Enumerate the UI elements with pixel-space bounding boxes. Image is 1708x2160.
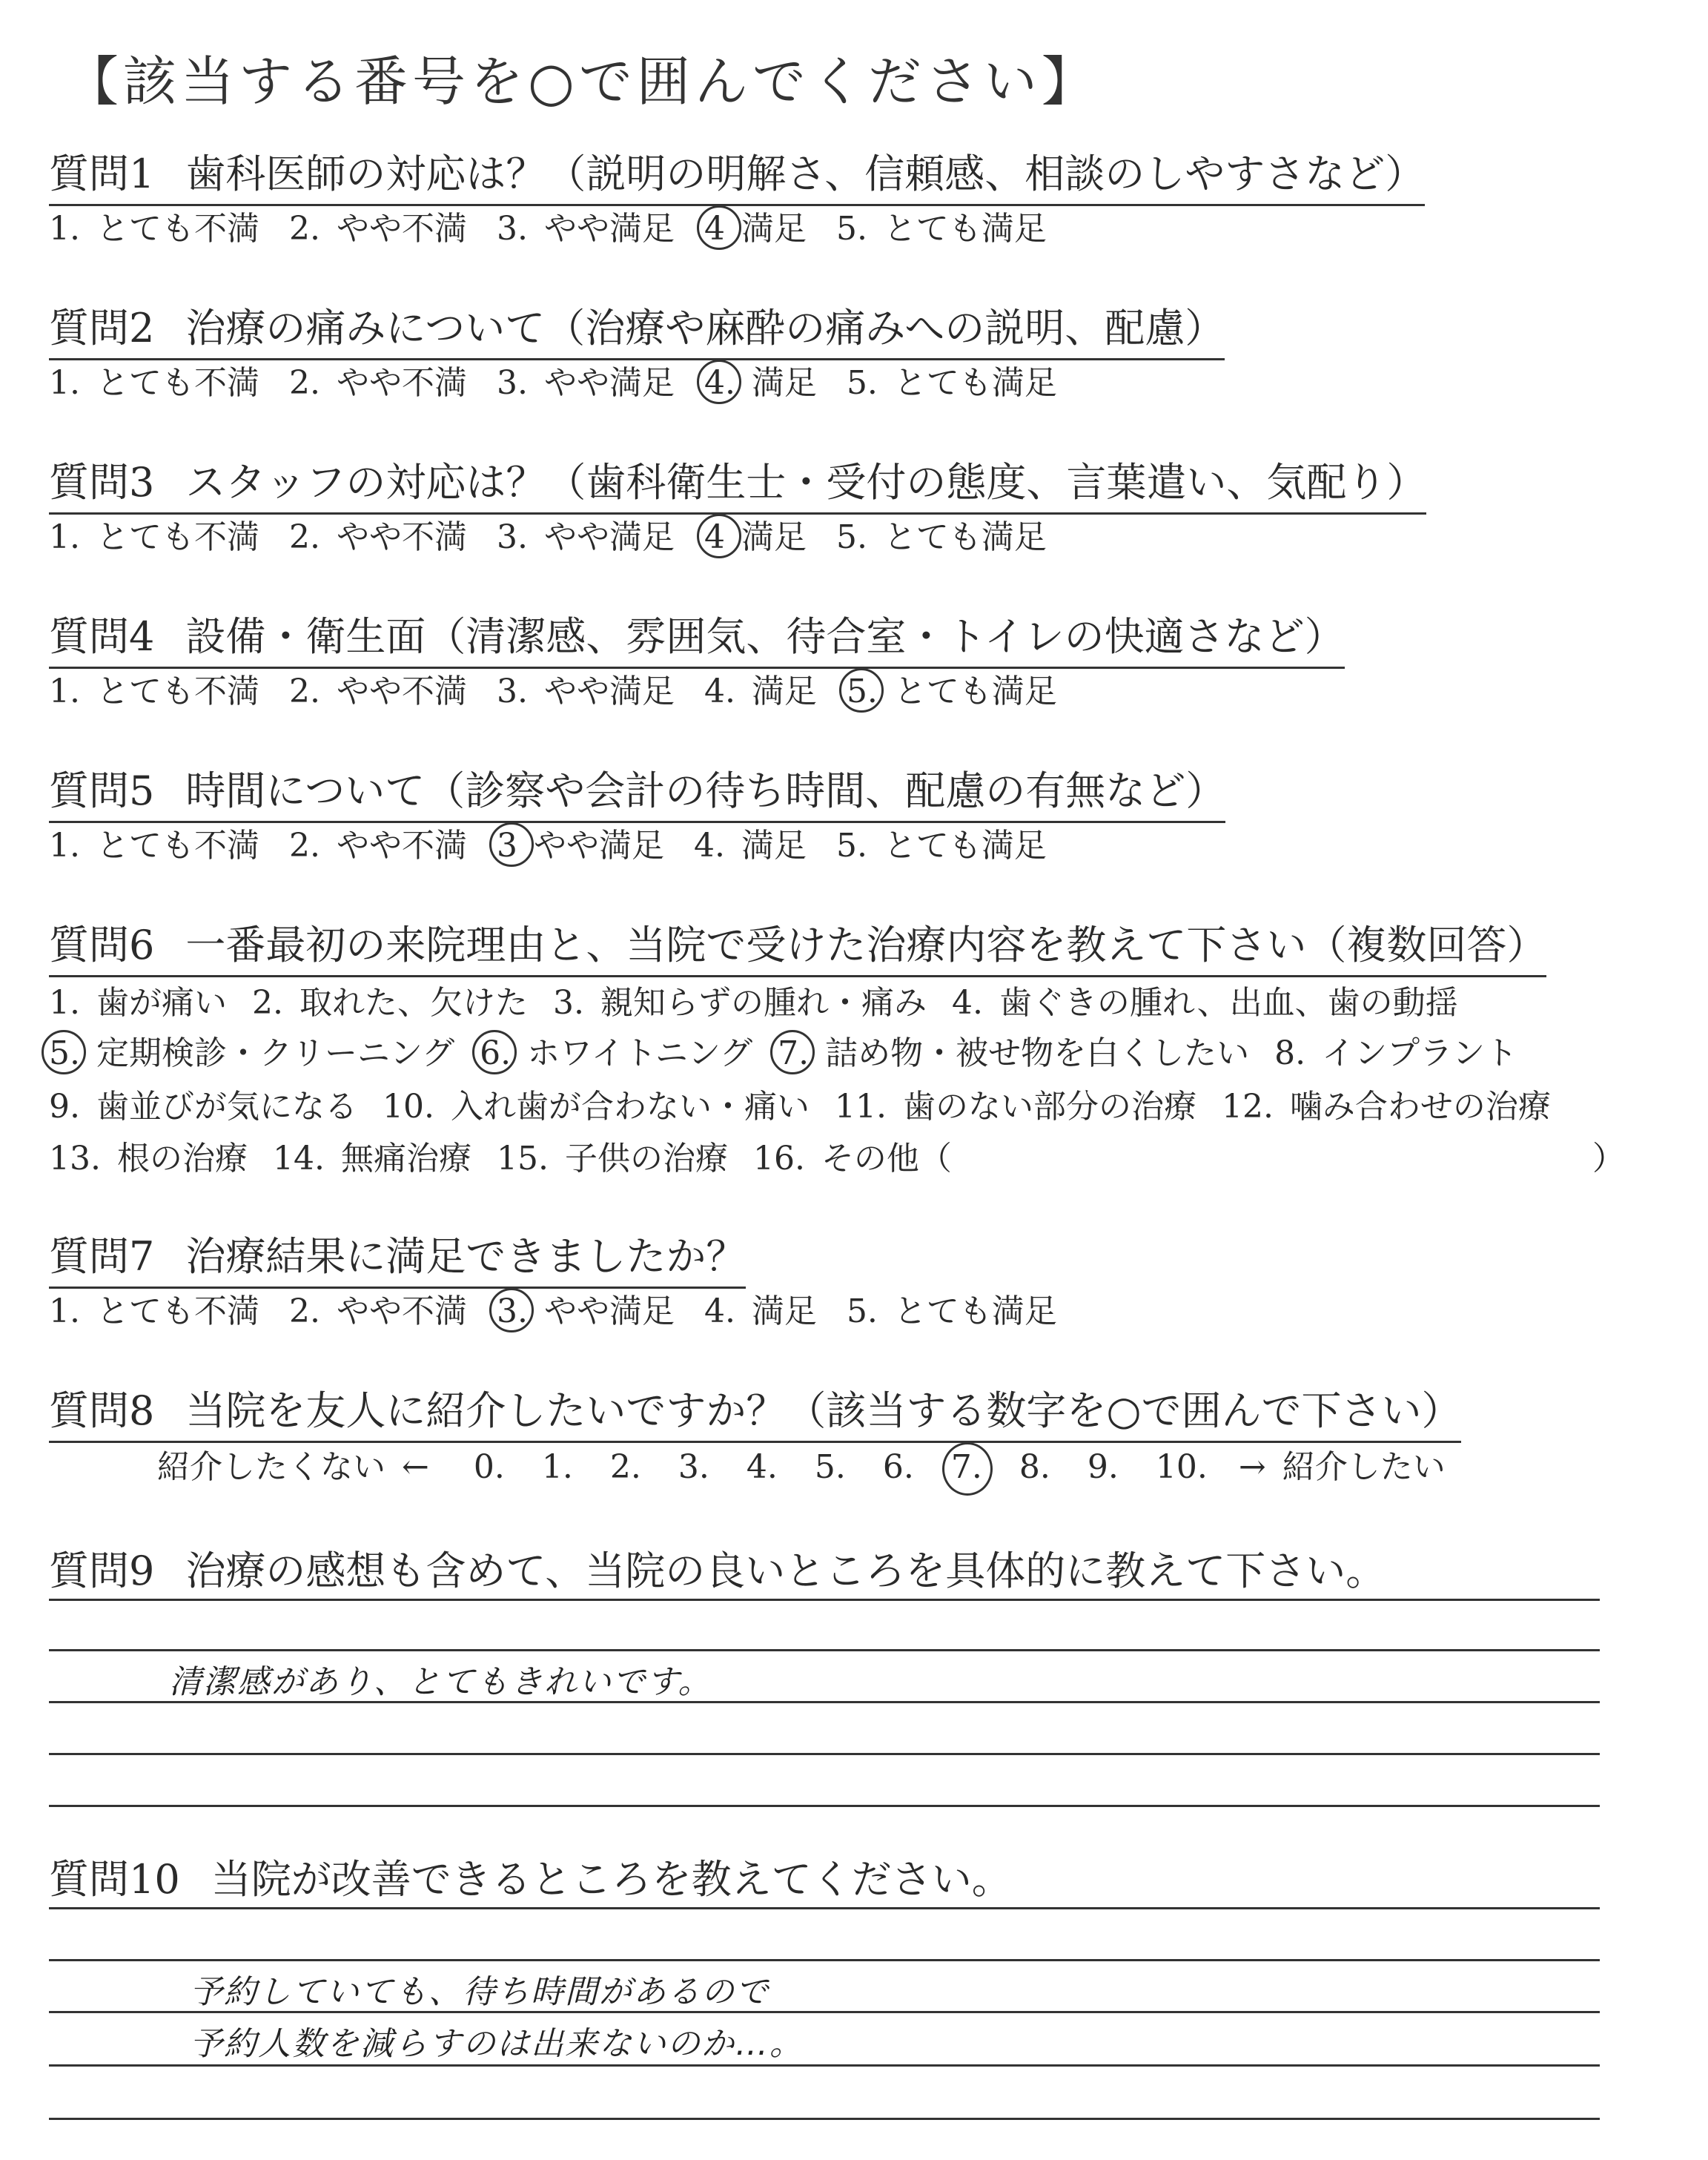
option-1[interactable] xyxy=(49,1284,259,1332)
scale-number-8[interactable]: 8. xyxy=(1019,1448,1050,1486)
option-1[interactable] xyxy=(49,1080,357,1127)
option-label: やや満足 xyxy=(543,518,675,556)
option-5[interactable] xyxy=(836,202,1047,249)
answer-line xyxy=(49,2064,1600,2067)
option-number: 3. xyxy=(552,984,584,1022)
option-2[interactable] xyxy=(383,1080,810,1127)
option-number: 4 xyxy=(704,210,725,248)
option-4[interactable] xyxy=(704,356,817,403)
question-6-options-row xyxy=(49,1026,1543,1074)
question-number: 質問3 xyxy=(49,459,155,506)
option-2[interactable] xyxy=(252,976,528,1023)
option-number: 10. xyxy=(382,1088,434,1126)
question-number: 質問6 xyxy=(49,922,155,968)
option-4[interactable] xyxy=(704,510,807,558)
option-label: とても満足 xyxy=(893,673,1057,710)
option-label: とても満足 xyxy=(883,210,1047,248)
option-number: 2. xyxy=(288,827,320,865)
question-text: 一番最初の来院理由と、当院で受けた治療内容を教えて下さい（複数回答） xyxy=(185,922,1547,968)
option-label: やや満足 xyxy=(543,1292,675,1330)
question-number: 質問1 xyxy=(49,151,155,197)
scale-number-7[interactable]: 7. xyxy=(951,1448,1019,1486)
question-number: 質問9 xyxy=(49,1548,155,1594)
option-label: 歯が痛い xyxy=(96,984,227,1022)
option-1[interactable] xyxy=(49,1026,454,1074)
left-arrow: ← xyxy=(402,1448,429,1486)
scale-number-0[interactable]: 0. xyxy=(473,1448,505,1486)
question-text: 当院が改善できるところを教えてください。 xyxy=(211,1856,1012,1903)
option-number: 15. xyxy=(496,1140,549,1178)
option-2[interactable] xyxy=(289,819,467,866)
option-number: 2. xyxy=(288,518,320,556)
option-3[interactable] xyxy=(497,510,675,558)
option-5[interactable] xyxy=(847,356,1057,403)
option-number: 2. xyxy=(251,984,283,1022)
question-text: 歯科医師の対応は？（説明の明解さ、信頼感、相談のしやすさなど） xyxy=(185,151,1426,197)
question-1-options xyxy=(49,202,1076,249)
option-number: 4 xyxy=(704,518,725,556)
option-number: 5. xyxy=(846,1292,878,1330)
option-label: とても不満 xyxy=(96,518,259,556)
answer-line xyxy=(49,1959,1600,1961)
option-label: 満足 xyxy=(741,518,807,556)
question-4-options xyxy=(49,664,1087,712)
question-6-options-row xyxy=(49,976,1483,1023)
option-5[interactable] xyxy=(836,819,1047,866)
option-label: とても不満 xyxy=(96,364,259,402)
option-number: 5. xyxy=(846,673,878,710)
question-6-title xyxy=(49,914,1546,977)
option-label: ホワイトニング xyxy=(527,1034,753,1072)
question-text: スタッフの対応は？（歯科衛生士・受付の態度、言葉遣い、気配り） xyxy=(185,459,1427,506)
option-4[interactable] xyxy=(1222,1080,1551,1127)
option-label: 満足 xyxy=(741,827,807,865)
option-label: やや満足 xyxy=(543,673,675,710)
option-label: 満足 xyxy=(751,1292,817,1330)
option-label: 噛み合わせの治療 xyxy=(1289,1088,1551,1126)
option-label: 満足 xyxy=(741,210,807,248)
question-7-options xyxy=(49,1284,1087,1332)
option-label: 親知らずの腫れ・痛み xyxy=(600,984,927,1022)
question-9-title xyxy=(49,1539,1386,1601)
right-arrow: → xyxy=(1238,1448,1266,1486)
option-1[interactable] xyxy=(49,664,259,712)
option-3[interactable] xyxy=(497,819,664,866)
option-label: やや不満 xyxy=(336,673,467,710)
question-10-title xyxy=(49,1848,1012,1909)
question-number: 質問8 xyxy=(49,1387,155,1434)
option-number: 1. xyxy=(49,673,80,710)
option-label: 歯並びが気になる xyxy=(96,1088,357,1126)
handwritten-answer-9: 清潔感があり、とてもきれいです。 xyxy=(169,1663,712,1701)
option-number: 5. xyxy=(835,210,867,248)
option-label: とても不満 xyxy=(96,673,259,710)
option-3[interactable] xyxy=(497,1132,728,1179)
question-text: 時間について（診察や会計の待ち時間、配慮の有無など） xyxy=(185,767,1226,814)
question-4-title xyxy=(49,605,1345,669)
option-label: 入れ歯が合わない・痛い xyxy=(450,1088,810,1126)
question-number: 質問7 xyxy=(49,1233,155,1280)
option-number: 12. xyxy=(1221,1088,1274,1126)
question-number: 質問5 xyxy=(49,767,155,814)
option-label: 満足 xyxy=(751,364,817,402)
option-label: 満足 xyxy=(751,673,817,710)
question-2-options xyxy=(49,356,1087,403)
option-label: やや不満 xyxy=(336,364,467,402)
option-label: やや不満 xyxy=(336,1292,467,1330)
option-3[interactable] xyxy=(553,976,927,1023)
option-label: インプラント xyxy=(1322,1034,1518,1072)
option-number: 1. xyxy=(49,518,80,556)
scale-left-label: 紹介したくない xyxy=(157,1448,385,1486)
scale-number-6[interactable]: 6. xyxy=(882,1448,914,1486)
option-number: 9. xyxy=(49,1088,80,1126)
question-text: 治療の痛みについて（治療や麻酔の痛みへの説明、配慮） xyxy=(185,305,1225,351)
option-number: 3. xyxy=(496,673,528,710)
option-1[interactable] xyxy=(49,356,259,403)
option-number: 3. xyxy=(496,518,528,556)
option-1[interactable] xyxy=(49,202,259,249)
other-close-paren: ） xyxy=(1592,1140,1625,1178)
option-1[interactable] xyxy=(49,510,259,558)
option-number: 13. xyxy=(49,1140,101,1178)
option-label: とても不満 xyxy=(96,1292,259,1330)
option-1[interactable] xyxy=(49,1132,248,1179)
handwritten-answer-10-line-1: 予約していても、待ち時間があるので xyxy=(190,1973,769,2011)
scale-number-1[interactable]: 1. xyxy=(541,1448,573,1486)
option-number: 5. xyxy=(835,518,867,556)
option-3[interactable] xyxy=(497,1284,675,1332)
option-number: 5. xyxy=(846,364,878,402)
option-number: 1. xyxy=(49,210,80,248)
question-6-options-row xyxy=(49,1080,1576,1127)
option-number: 4. xyxy=(704,673,735,710)
option-3[interactable] xyxy=(497,202,675,249)
answer-line xyxy=(49,2011,1600,2013)
option-label: 詰め物・被せ物を白くしたい xyxy=(825,1034,1250,1072)
question-6-options-row xyxy=(49,1132,977,1179)
scale-right-label: 紹介したい xyxy=(1282,1448,1446,1486)
option-3[interactable] xyxy=(835,1080,1196,1127)
question-text: 治療結果に満足できましたか？ xyxy=(185,1233,747,1280)
scale-numbers xyxy=(474,1448,1224,1486)
option-number: 3. xyxy=(496,210,528,248)
option-number: 3 xyxy=(496,827,517,865)
scale-number-9[interactable]: 9. xyxy=(1087,1448,1119,1486)
answer-line xyxy=(49,1649,1600,1651)
option-number: 2. xyxy=(288,1292,320,1330)
option-label: やや不満 xyxy=(336,518,467,556)
option-label: とても満足 xyxy=(893,364,1057,402)
option-number: 1. xyxy=(49,827,80,865)
option-4[interactable] xyxy=(952,976,1458,1023)
option-number: 3. xyxy=(496,364,528,402)
option-label: 歯のない部分の治療 xyxy=(902,1088,1196,1126)
option-number: 4. xyxy=(693,827,725,865)
option-2[interactable] xyxy=(289,356,467,403)
question-text: 治療の感想も含めて、当院の良いところを具体的に教えて下さい。 xyxy=(185,1548,1386,1594)
option-number: 2. xyxy=(288,673,320,710)
option-2[interactable] xyxy=(289,1284,467,1332)
question-number: 質問2 xyxy=(49,305,155,351)
option-4[interactable] xyxy=(694,819,807,866)
option-label: とても満足 xyxy=(893,1292,1057,1330)
option-4[interactable] xyxy=(704,1284,817,1332)
option-number: 5. xyxy=(835,827,867,865)
option-label: 定期検診・クリーニング xyxy=(96,1034,455,1072)
handwritten-answer-10-line-2: 予約人数を減らすのは出来ないのか…。 xyxy=(190,2025,804,2063)
option-3[interactable] xyxy=(497,356,675,403)
option-5[interactable] xyxy=(847,664,1057,712)
option-number: 1. xyxy=(49,984,80,1022)
option-number: 4. xyxy=(704,1292,735,1330)
option-label: やや満足 xyxy=(543,364,675,402)
option-label: とても不満 xyxy=(96,210,259,248)
option-number: 11. xyxy=(834,1088,887,1126)
option-label: その他（ xyxy=(821,1140,952,1178)
recommend-scale xyxy=(157,1440,1446,1487)
option-number: 7. xyxy=(778,1034,810,1072)
scale-number-5[interactable]: 5. xyxy=(814,1448,846,1486)
scale-number-4[interactable]: 4. xyxy=(746,1448,778,1486)
option-number: 4. xyxy=(951,984,983,1022)
scale-number-10[interactable]: 10. xyxy=(1155,1448,1208,1486)
option-5[interactable] xyxy=(836,510,1047,558)
option-3[interactable] xyxy=(497,664,675,712)
option-number: 3. xyxy=(496,1292,528,1330)
option-label: 無痛治療 xyxy=(340,1140,471,1178)
option-label: やや不満 xyxy=(336,827,467,865)
option-label: やや満足 xyxy=(543,210,675,248)
option-label: 子供の治療 xyxy=(564,1140,728,1178)
option-5[interactable] xyxy=(847,1284,1057,1332)
question-3-title xyxy=(49,451,1426,515)
option-4[interactable] xyxy=(1274,1026,1517,1074)
question-number: 質問10 xyxy=(49,1856,180,1903)
option-label: やや満足 xyxy=(533,827,664,865)
answer-line xyxy=(49,1907,1600,1909)
option-number: 8. xyxy=(1274,1034,1306,1072)
option-4[interactable] xyxy=(704,664,817,712)
option-number: 2. xyxy=(288,364,320,402)
option-4[interactable] xyxy=(704,202,807,249)
question-5-options xyxy=(49,819,1076,866)
option-2[interactable] xyxy=(289,510,467,558)
option-number: 4. xyxy=(704,364,735,402)
answer-line xyxy=(49,1701,1600,1703)
answer-line xyxy=(49,1753,1600,1755)
option-4[interactable] xyxy=(753,1132,952,1179)
option-number: 5. xyxy=(49,1034,80,1072)
option-number: 1. xyxy=(49,364,80,402)
option-1[interactable] xyxy=(49,976,227,1023)
option-2[interactable] xyxy=(289,202,467,249)
option-label: とても満足 xyxy=(883,827,1047,865)
option-3[interactable] xyxy=(778,1026,1249,1074)
option-label: 歯ぐきの腫れ、出血、歯の動揺 xyxy=(999,984,1458,1022)
answer-line xyxy=(49,2118,1600,2120)
option-1[interactable] xyxy=(49,819,259,866)
option-number: 16. xyxy=(752,1140,805,1178)
option-number: 6. xyxy=(480,1034,512,1072)
option-label: 根の治療 xyxy=(116,1140,248,1178)
question-8-title xyxy=(49,1379,1461,1443)
question-text: 当院を友人に紹介したいですか？（該当する数字を○で囲んで下さい） xyxy=(185,1387,1462,1434)
option-label: とても満足 xyxy=(883,518,1047,556)
option-number: 1. xyxy=(49,1292,80,1330)
question-text: 設備・衛生面（清潔感、雰囲気、待合室・トイレの快適さなど） xyxy=(185,613,1345,660)
page-title: 【該当する番号を○で囲んでください】 xyxy=(65,50,1099,113)
question-3-options xyxy=(49,510,1076,558)
question-7-title xyxy=(49,1225,746,1289)
question-1-title xyxy=(49,142,1425,206)
option-number: 2. xyxy=(288,210,320,248)
question-2-title xyxy=(49,297,1225,360)
option-2[interactable] xyxy=(480,1026,752,1074)
option-label: とても不満 xyxy=(96,827,259,865)
answer-line xyxy=(49,1599,1600,1601)
option-2[interactable] xyxy=(273,1132,471,1179)
scale-number-3[interactable]: 3. xyxy=(678,1448,709,1486)
option-label: 取れた、欠けた xyxy=(299,984,528,1022)
question-5-title xyxy=(49,759,1225,823)
scale-number-2[interactable]: 2. xyxy=(609,1448,641,1486)
option-label: やや不満 xyxy=(336,210,467,248)
question-number: 質問4 xyxy=(49,613,155,660)
option-number: 14. xyxy=(272,1140,325,1178)
answer-line xyxy=(49,1805,1600,1807)
option-2[interactable] xyxy=(289,664,467,712)
